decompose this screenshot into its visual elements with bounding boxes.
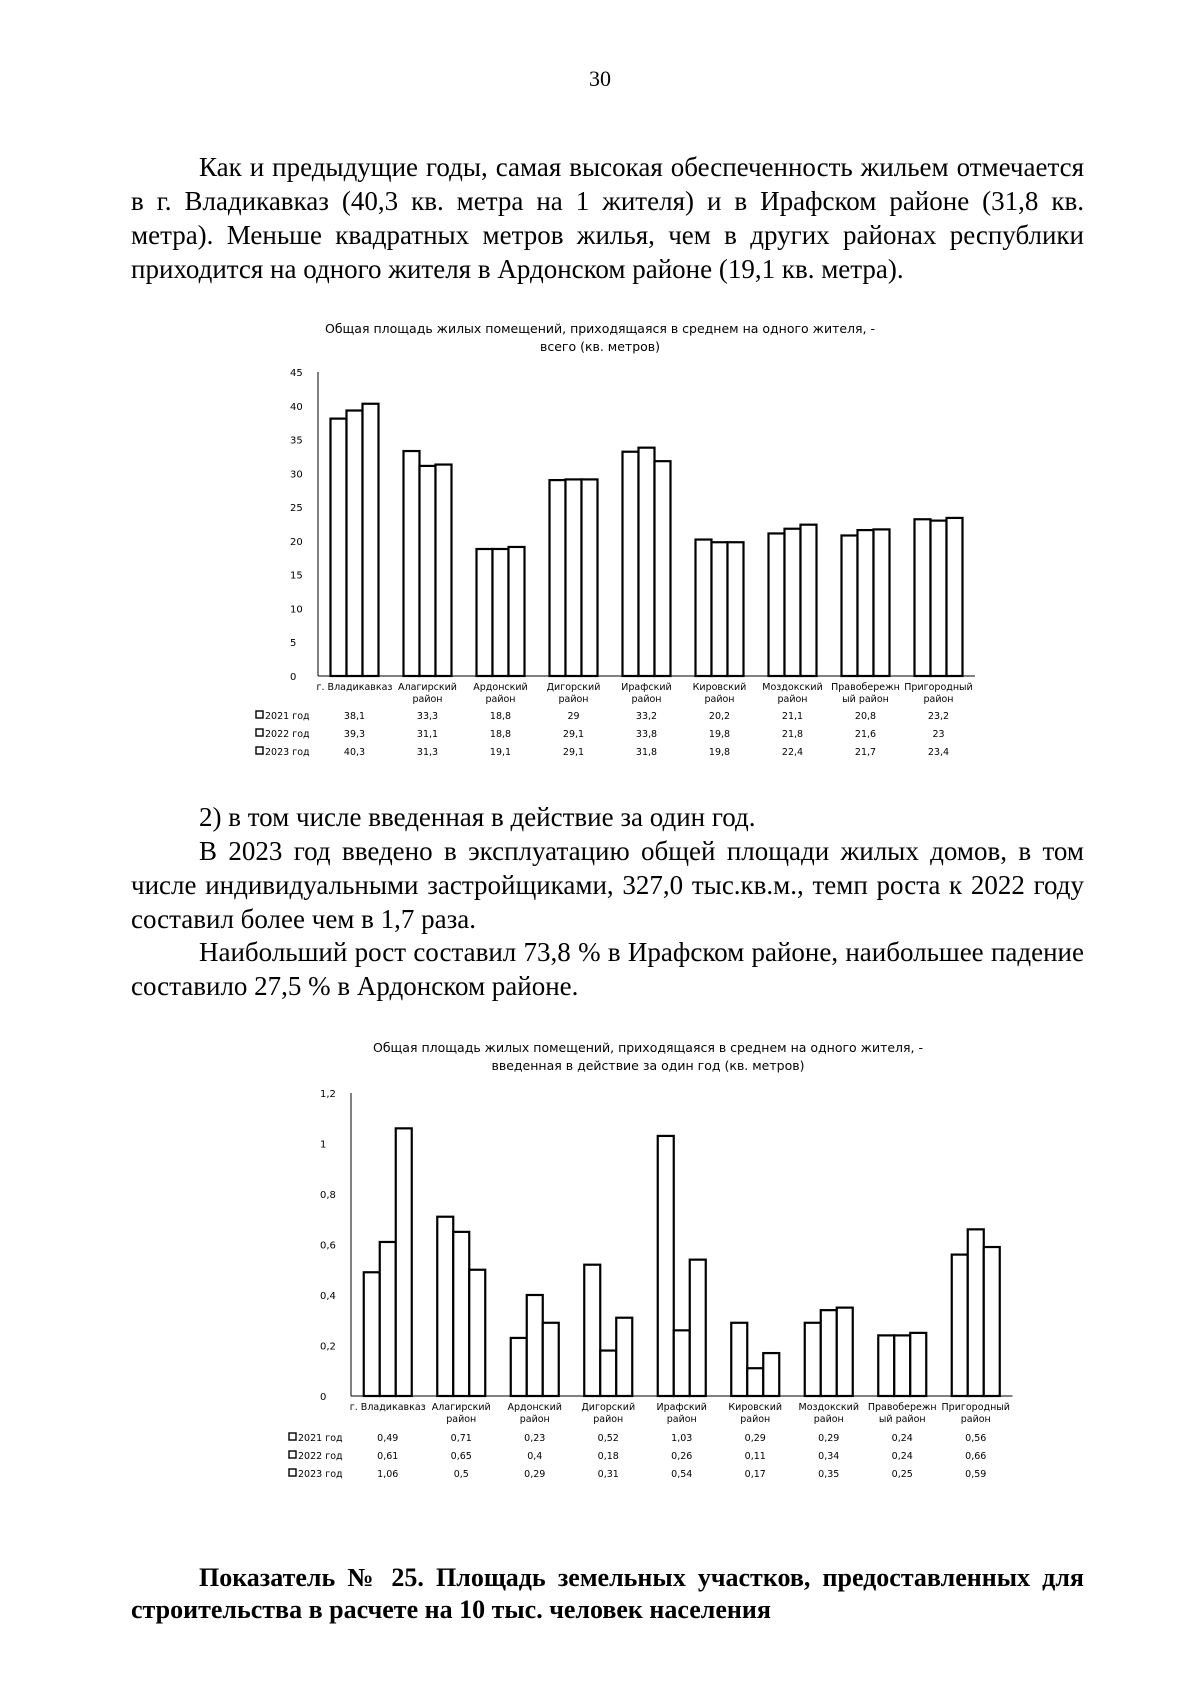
table-value: 0,29 [818,1433,840,1444]
bar-2 [894,1335,910,1396]
table-value: 29 [567,711,580,722]
paragraph-commissioned-intro: 2) в том числе введенная в действие за один год. [199,802,756,832]
category-label: Дигорский [581,1402,636,1413]
bar-3 [984,1247,1000,1396]
category-label: Кировский [692,682,747,693]
bar-1 [658,1136,674,1396]
bar-1 [731,1323,747,1396]
category-label: район [558,694,589,705]
table-value: 0,52 [597,1433,619,1444]
series-name: 2022 год [265,729,310,740]
chart-title-line-1: Общая площадь жилых помещений, приходящаяся в среднем на одного жителя, - [372,1040,924,1055]
category-label: ый район [842,694,889,705]
y-tick-label: 10 [290,604,303,616]
table-value: 23,4 [927,747,950,758]
y-tick-label: 0,4 [320,1291,336,1302]
paragraph-housing-provision: Как и предыдущие годы, самая высокая обеспеченность жильем отмечается в г. Владикавказ (40,3 кв. метра на 1 жителя) и в Ирафском районе (31,8 кв. метра). Меньше квадратных метров жилья, чем в других районах республики приходится на одного жителя в Ардонском районе (19,1 кв. метра). [131,152,1084,284]
category-label: Пригородный [904,682,973,693]
category-label: Пригородный [941,1402,1010,1413]
y-tick-label: 35 [290,435,303,447]
category-label: Алагирский [431,1402,491,1413]
table-value: 0,29 [524,1469,546,1480]
table-value: 18,8 [489,711,512,722]
table-value: 0,23 [524,1433,546,1444]
category-label: Алагирский [398,682,457,693]
table-value: 31,3 [416,747,439,758]
table-value: 29,1 [562,729,585,740]
table-value: 0,5 [453,1469,469,1480]
table-value: 31,1 [416,729,439,740]
category-label: Ардонский [473,682,528,693]
category-label: район [960,1414,991,1425]
y-tick-label: 15 [290,570,303,582]
bar-3 [910,1333,926,1396]
table-value: 0,17 [744,1469,766,1480]
paragraph-growth-decline: Наибольший рост составил 73,8 % в Ирафском районе, наибольшее падение составило 27,5 % в Ардонском районе. [131,937,1084,1001]
table-value: 31,8 [635,747,658,758]
table-value: 0,26 [671,1451,693,1462]
bar-1 [364,1272,380,1396]
bar-3 [396,1128,412,1396]
category-label: район [412,694,443,705]
category-label: Моздокский [798,1402,859,1413]
chart-title-line-2: введенная в действие за один год (кв. метров) [491,1058,805,1073]
category-label: район [485,694,516,705]
paragraph-commissioned-2023: В 2023 год введено в эксплуатацию общей площади жилых домов, в том числе индивидуальными застройщиками, 327,0 тыс.кв.м., темп роста к 2022 году составил более чем в 1,7 раза. [131,836,1084,934]
category-label: Правобережн [867,1402,937,1413]
table-value: 18,8 [489,729,512,740]
table-value: 33,3 [416,711,439,722]
table-value: 29,1 [562,747,585,758]
category-label: район [777,694,808,705]
table-value: 1,06 [377,1469,399,1480]
legend-key-2 [289,1451,296,1458]
table-value: 0,66 [965,1451,987,1462]
bar-1 [805,1323,821,1396]
series-name: 2023 год [265,747,310,758]
table-value: 0,25 [891,1469,913,1480]
bar-1 [511,1338,527,1396]
table-value: 19,8 [708,729,731,740]
table-value: 0,49 [377,1433,399,1444]
table-value: 19,1 [489,747,512,758]
table-value: 0,65 [450,1451,472,1462]
bar-2 [968,1229,984,1396]
category-label: район [519,1414,550,1425]
table-value: 0,54 [671,1469,693,1480]
category-label: район [666,1414,697,1425]
y-tick-label: 0,8 [320,1190,336,1201]
chart-title-line-2: всего (кв. метров) [539,339,661,354]
y-tick-label: 0 [290,672,297,683]
y-tick-label: 1 [320,1139,327,1151]
table-value: 20,2 [708,711,731,722]
bar-2 [600,1351,616,1396]
category-label: ый район [878,1414,926,1425]
table-value: 22,4 [781,747,804,758]
bar-3 [763,1353,779,1396]
category-label: Кировский [728,1402,783,1413]
table-value: 23,2 [927,711,950,722]
y-tick-label: 20 [290,536,303,548]
category-label: район [813,1414,844,1425]
series-name: 2021 год [298,1433,343,1444]
page-number: 30 [589,66,611,91]
bar-2 [453,1232,469,1396]
table-value: 1,03 [671,1433,693,1444]
table-value: 21,7 [854,747,877,758]
table-value: 0,56 [965,1433,987,1444]
table-value: 20,8 [854,711,877,722]
table-value: 21,6 [854,729,877,740]
table-value: 33,2 [635,711,658,722]
table-value: 0,35 [818,1469,840,1480]
category-label: Ирафский [621,682,672,693]
series-name: 2023 год [298,1469,343,1480]
table-value: 0,31 [597,1469,619,1480]
category-label: Ардонский [507,1402,562,1413]
y-tick-label: 40 [290,401,303,413]
table-value: 38,1 [343,711,366,722]
category-label: Дигорский [546,682,601,693]
table-value: 0,24 [891,1451,913,1462]
bar-3 [469,1270,485,1396]
table-value: 0,4 [527,1451,543,1462]
category-label: Моздокский [762,682,823,693]
category-label: район [923,694,954,705]
table-value: 0,18 [597,1451,619,1462]
bar-2 [380,1242,396,1396]
series-name: 2022 год [298,1451,343,1462]
table-value: 0,34 [818,1451,840,1462]
table-value: 0,71 [450,1433,472,1444]
chart-title-line-1: Общая площадь жилых помещений, приходящаяся в среднем на одного жителя, - [324,321,876,336]
table-value: 21,8 [781,729,804,740]
table-value: 0,11 [744,1451,766,1462]
y-tick-label: 5 [290,638,297,650]
table-value: 0,29 [744,1433,766,1444]
bar-3 [616,1318,632,1396]
y-tick-label: 0,2 [320,1341,336,1353]
table-value: 0,59 [965,1469,987,1480]
bar-3 [543,1323,559,1396]
bar-2 [821,1310,837,1396]
bar-3 [690,1260,706,1396]
bar-1 [878,1335,894,1396]
table-value: 0,61 [377,1451,399,1462]
y-tick-label: 30 [290,469,303,481]
legend-key-3 [289,1469,296,1476]
category-label: Правобережн [831,682,900,693]
bar-1 [584,1265,600,1396]
y-tick-label: 0 [320,1392,327,1403]
series-name: 2021 год [265,711,310,722]
category-label: г. Владикавказ [349,1402,426,1413]
table-value: 39,3 [343,729,366,740]
category-label: район [593,1414,624,1425]
table-value: 40,3 [343,747,366,758]
indicator-25-heading: Показатель № 25. Площадь земельных участков, предоставленных для строительства в расчете на 10 тыс. человек населения [131,1563,1084,1624]
category-label: район [631,694,662,705]
category-label: район [446,1414,477,1425]
table-value: 21,1 [781,711,804,722]
bar-1 [952,1255,968,1396]
category-label: г. Владикавказ [316,682,393,693]
bar-2 [674,1330,690,1396]
bar-2 [747,1368,763,1396]
bar-3 [837,1308,853,1396]
category-label: район [740,1414,771,1425]
table-value: 0,24 [891,1433,913,1444]
y-tick-label: 45 [290,368,303,379]
table-value: 23 [932,729,945,740]
y-tick-label: 25 [290,503,303,515]
category-label: район [704,694,735,705]
table-value: 19,8 [708,747,731,758]
y-tick-label: 0,6 [320,1240,336,1252]
bar-1 [437,1217,453,1396]
table-value: 33,8 [635,729,658,740]
legend-key-1 [289,1433,296,1440]
category-label: Ирафский [656,1402,707,1413]
y-tick-label: 1,2 [320,1089,336,1100]
bar-2 [527,1295,543,1396]
